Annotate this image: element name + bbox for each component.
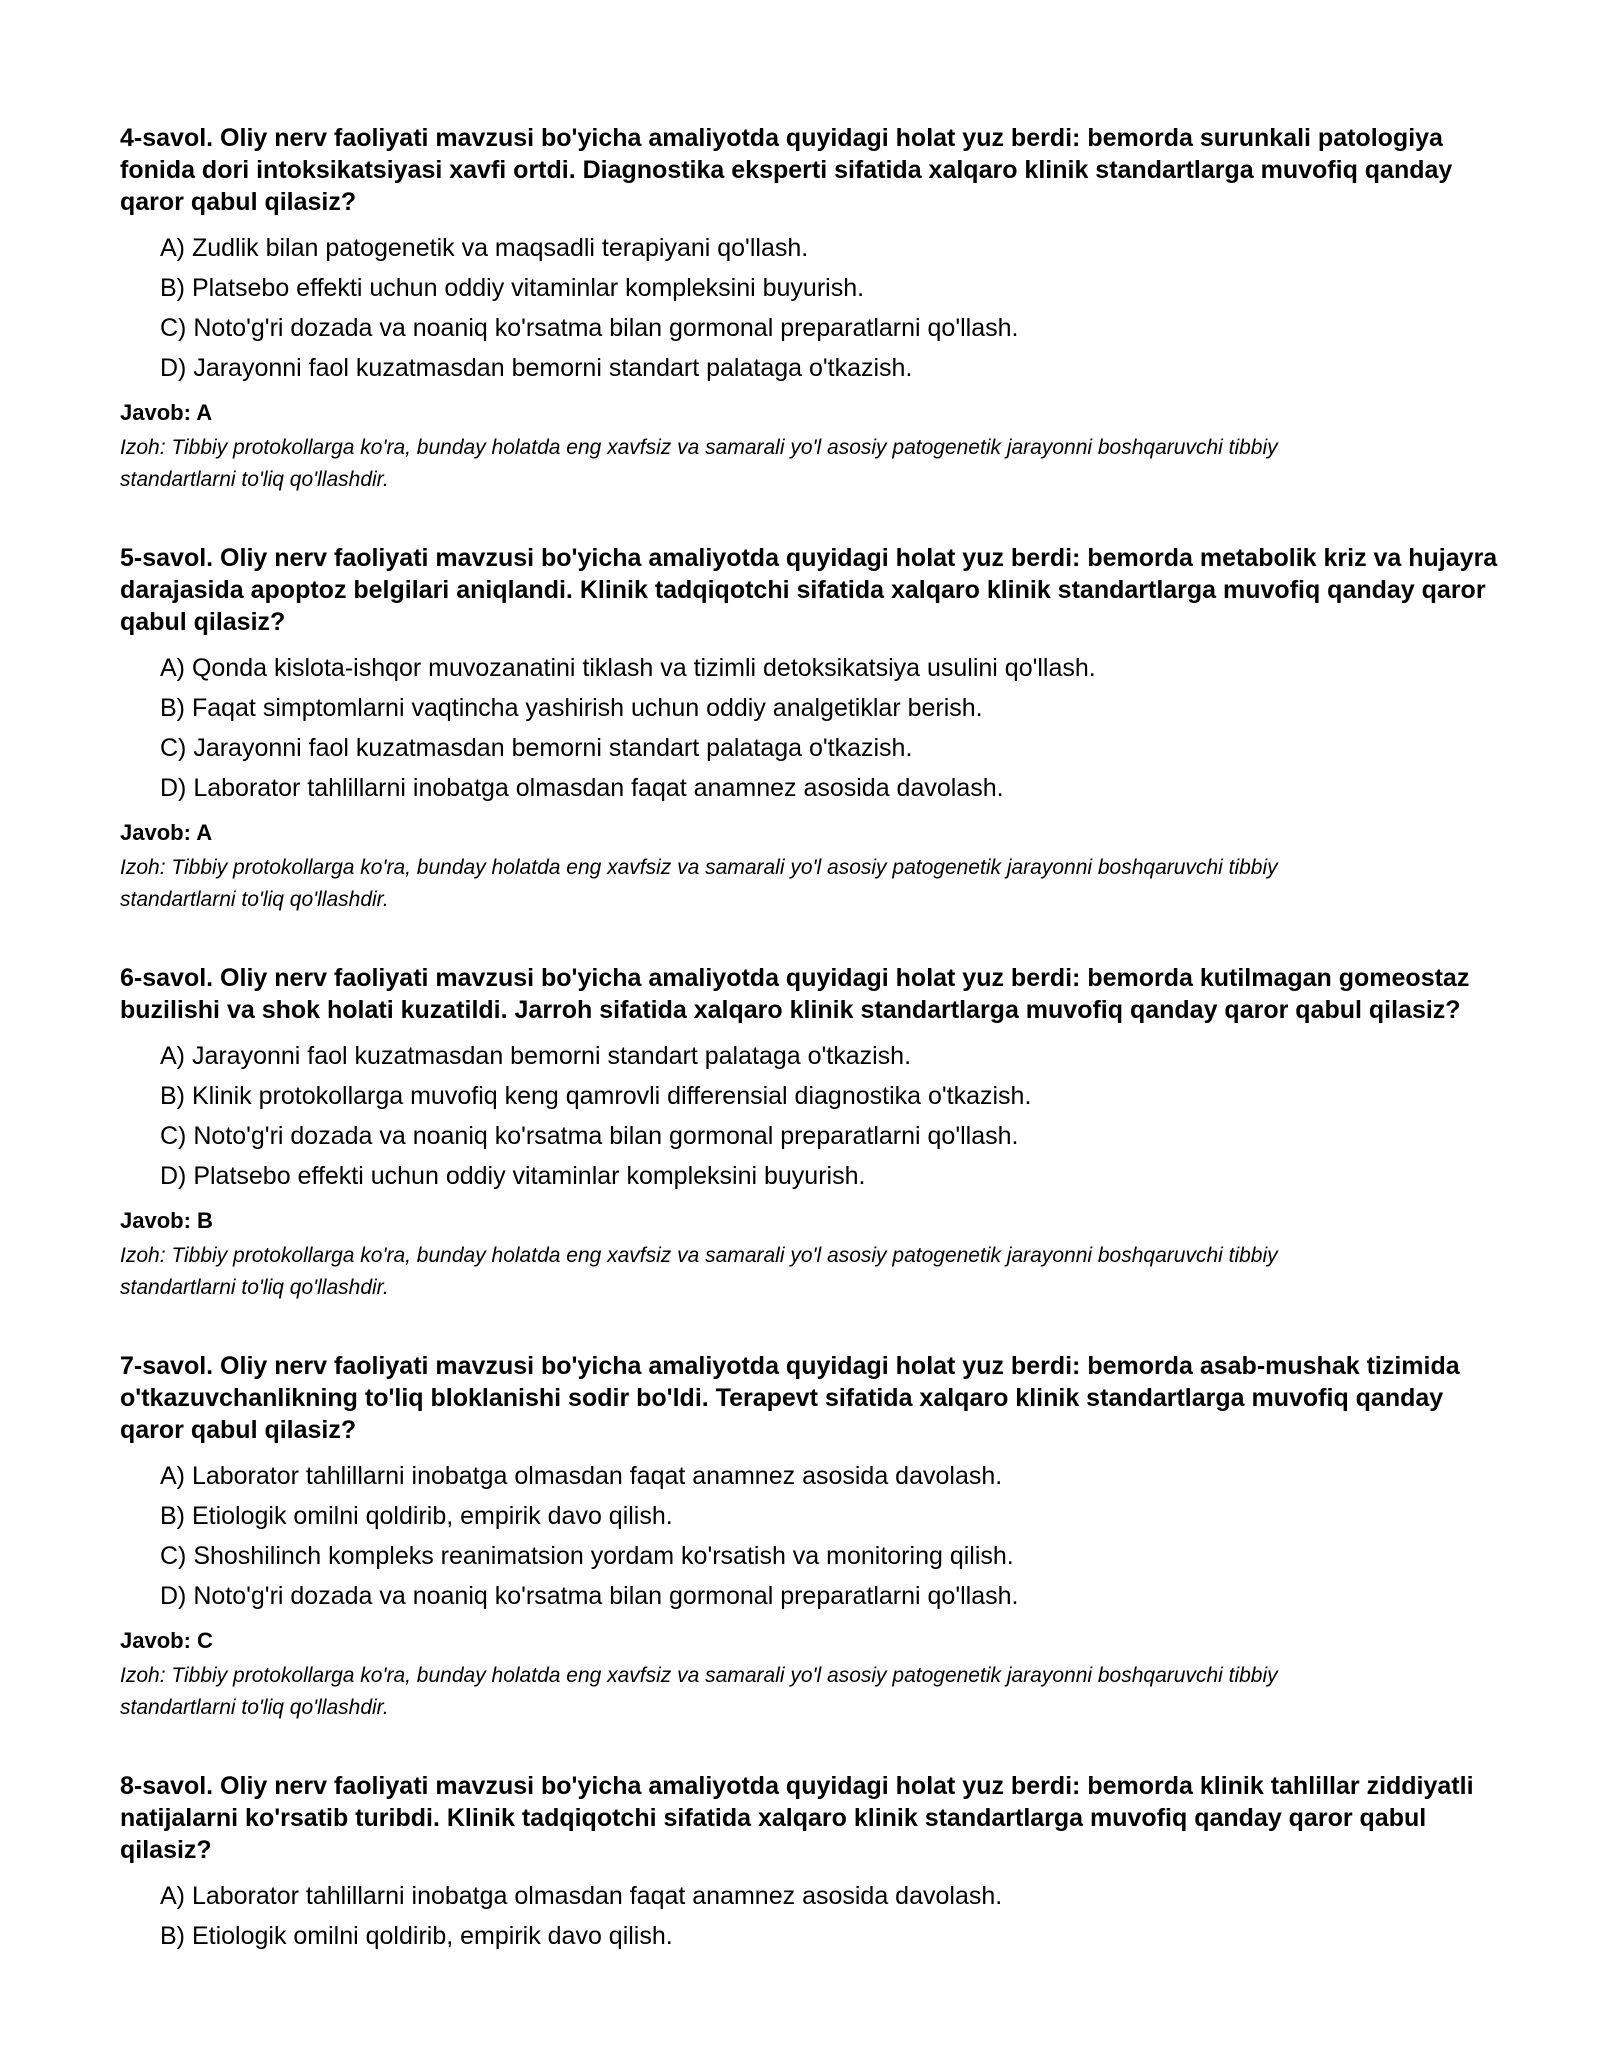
option-list (120, 1036, 1500, 1196)
option-c: C) Noto'g'ri dozada va noaniq ko'rsatma bilan gormonal preparatlarni qo'llash. (160, 1122, 1019, 1150)
option-a: A) Laborator tahlillarni inobatga olmasdan faqat anamnez asosida davolash. (160, 1882, 1003, 1910)
option-list (120, 648, 1500, 808)
option-d: D) Noto'g'ri dozada va noaniq ko'rsatma bilan gormonal preparatlarni qo'llash. (160, 1582, 1019, 1610)
option-a: A) Qonda kislota-ishqor muvozanatini tiklash va tizimli detoksikatsiya usulini qo'llash. (160, 654, 1096, 682)
option-d: D) Platsebo effekti uchun oddiy vitaminlar kompleksini buyurish. (160, 1162, 866, 1190)
option-b: B) Etiologik omilni qoldirib, empirik davo qilish. (160, 1502, 673, 1530)
question-block-4 (120, 122, 1500, 496)
document-page (120, 122, 1500, 2002)
option-a: A) Laborator tahlillarni inobatga olmasdan faqat anamnez asosida davolash. (160, 1462, 1003, 1490)
question-block-7 (120, 1350, 1500, 1724)
option-d: D) Laborator tahlillarni inobatga olmasdan faqat anamnez asosida davolash. (160, 774, 1004, 802)
question-text: 8-savol. Oliy nerv faoliyati mavzusi bo'yicha amaliyotda quyidagi holat yuz berdi: bemorda klinik tahlillar ziddiyatli natijalarni ko'rsatib turibdi. Klinik tadqiqotchi sifatida xalqaro klinik standartlarga muvofiq qanday qaror qabul qilasiz? (120, 1772, 1474, 1864)
question-text: 5-savol. Oliy nerv faoliyati mavzusi bo'yicha amaliyotda quyidagi holat yuz berdi: bemorda metabolik kriz va hujayra darajasida apoptoz belgilari aniqlandi. Klinik tadqiqotchi sifatida xalqaro klinik standartlarga muvofiq qanday qaror qabul qilasiz? (120, 544, 1498, 636)
option-c: C) Shoshilinch kompleks reanimatsion yordam ko'rsatish va monitoring qilish. (160, 1542, 1014, 1570)
explanation-note: Izoh: Tibbiy protokollarga ko'ra, bunday holatda eng xavfsiz va samarali yo'l asosiy patogenetik jarayonni boshqaruvchi tibbiy standartlarni to'liq qo'llashdir. (120, 856, 1278, 911)
option-b: B) Etiologik omilni qoldirib, empirik davo qilish. (160, 1922, 673, 1950)
question-block-8 (120, 1770, 1500, 1956)
option-b: B) Faqat simptomlarni vaqtincha yashirish uchun oddiy analgetiklar berish. (160, 694, 983, 722)
option-b: B) Platsebo effekti uchun oddiy vitaminlar kompleksini buyurish. (160, 274, 865, 302)
option-a: A) Zudlik bilan patogenetik va maqsadli terapiyani qo'llash. (160, 234, 809, 262)
question-text: 6-savol. Oliy nerv faoliyati mavzusi bo'yicha amaliyotda quyidagi holat yuz berdi: bemorda kutilmagan gomeostaz buzilishi va shok holati kuzatildi. Jarroh sifatida xalqaro klinik standartlarga muvofiq qanday qaror qabul qilasiz? (120, 964, 1470, 1024)
explanation-note: Izoh: Tibbiy protokollarga ko'ra, bunday holatda eng xavfsiz va samarali yo'l asosiy patogenetik jarayonni boshqaruvchi tibbiy standartlarni to'liq qo'llashdir. (120, 1664, 1278, 1719)
option-list (120, 1456, 1500, 1616)
option-c: C) Jarayonni faol kuzatmasdan bemorni standart palataga o'tkazish. (160, 734, 913, 762)
explanation-note: Izoh: Tibbiy protokollarga ko'ra, bunday holatda eng xavfsiz va samarali yo'l asosiy patogenetik jarayonni boshqaruvchi tibbiy standartlarni to'liq qo'llashdir. (120, 1244, 1278, 1299)
question-text: 4-savol. Oliy nerv faoliyati mavzusi bo'yicha amaliyotda quyidagi holat yuz berdi: bemorda surunkali patologiya fonida dori intoksikatsiyasi xavfi ortdi. Diagnostika eksperti sifatida xalqaro klinik standartlarga muvofiq qanday qaror qabul qilasiz? (120, 124, 1453, 216)
option-b: B) Klinik protokollarga muvofiq keng qamrovli differensial diagnostika o'tkazish. (160, 1082, 1032, 1110)
option-d: D) Jarayonni faol kuzatmasdan bemorni standart palataga o'tkazish. (160, 354, 913, 382)
option-a: A) Jarayonni faol kuzatmasdan bemorni standart palataga o'tkazish. (160, 1042, 912, 1070)
option-list (120, 1876, 1500, 1956)
option-list (120, 228, 1500, 388)
answer-line: Javob: B (120, 1208, 213, 1233)
answer-line: Javob: A (120, 820, 213, 845)
question-text: 7-savol. Oliy nerv faoliyati mavzusi bo'yicha amaliyotda quyidagi holat yuz berdi: bemorda asab-mushak tizimida o'tkazuvchanlikning to'liq bloklanishi sodir bo'ldi. Terapevt sifatida xalqaro klinik standartlarga muvofiq qanday qaror qabul qilasiz? (120, 1352, 1460, 1444)
question-block-5 (120, 542, 1500, 916)
question-block-6 (120, 962, 1500, 1304)
answer-line: Javob: C (120, 1628, 213, 1653)
answer-line: Javob: A (120, 400, 213, 425)
explanation-note: Izoh: Tibbiy protokollarga ko'ra, bunday holatda eng xavfsiz va samarali yo'l asosiy patogenetik jarayonni boshqaruvchi tibbiy standartlarni to'liq qo'llashdir. (120, 436, 1278, 491)
option-c: C) Noto'g'ri dozada va noaniq ko'rsatma bilan gormonal preparatlarni qo'llash. (160, 314, 1019, 342)
